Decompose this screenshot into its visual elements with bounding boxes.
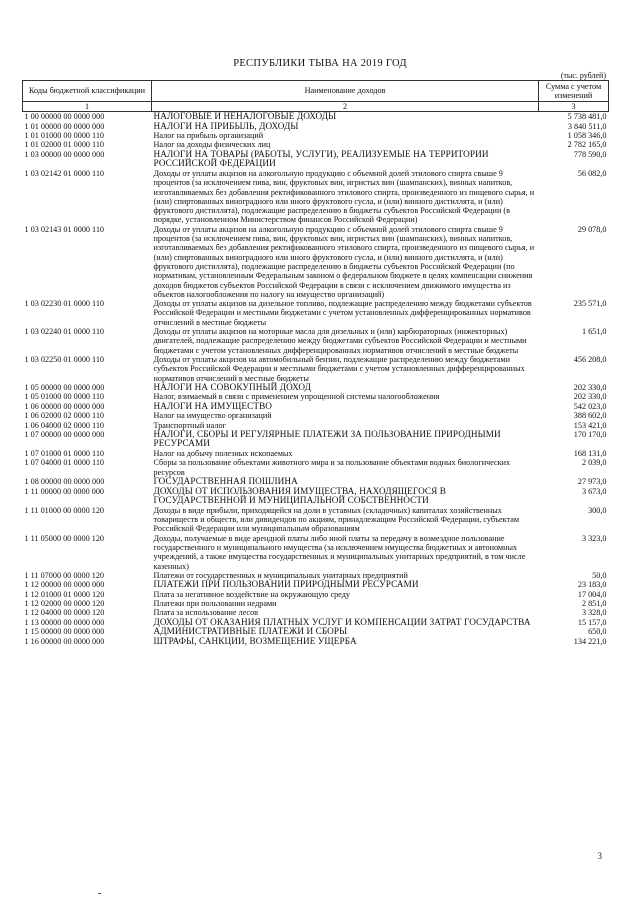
budget-code-cell: 1 05 01000 00 0000 110 [24,392,105,402]
table-header-row [23,81,609,102]
revenue-name-cell: НАЛОГИ НА ИМУЩЕСТВО [153,400,273,411]
table-row [23,112,609,122]
revenue-name-cell: Платежи от государственных и муниципальных унитарных предприятий [153,570,408,580]
table-row [23,392,609,401]
table-row [23,534,609,571]
budget-code-cell: 1 12 02000 00 0000 120 [24,599,105,608]
amount-cell: 1 058 346,0 [567,131,607,141]
table-row [23,449,609,458]
budget-code-cell: 1 03 02240 01 0000 110 [24,327,105,337]
table-row [23,599,609,608]
amount-cell: 2 782 165,0 [567,140,607,150]
amount-cell: 3 323,0 [581,533,607,543]
budget-code-cell: 1 03 02250 01 0000 110 [24,354,105,364]
amount-cell: 650,0 [588,627,607,637]
revenue-name-cell: НАЛОГИ НА СОВОКУПНЫЙ ДОХОД [153,381,312,392]
revenue-name-cell: Доходы от уплаты акцизов на автомобильный бензин, подлежащие распределению между бюджетами субъектов Российской Федерации и местными бюджетами с учетом установленных дифференцированных нормативов отчислений в местные бюджеты [153,354,525,383]
budget-code-cell: 1 03 02143 01 0000 110 [24,224,105,234]
budget-code-cell: 1 15 00000 00 0000 000 [24,627,105,637]
revenue-name-cell: Плата за использование лесов [153,608,259,618]
revenue-name-cell: АДМИНИСТРАТИВНЫЕ ПЛАТЕЖИ И СБОРЫ [153,626,348,637]
revenue-name-cell: ДОХОДЫ ОТ ИСПОЛЬЗОВАНИЯ ИМУЩЕСТВА, НАХОДЯЩЕГОСЯ В ГОСУДАРСТВЕННОЙ И МУНИЦИПАЛЬНОЙ СОБСТВЕННОСТИ [153,485,447,506]
budget-code-cell: 1 11 07000 00 0000 120 [24,570,105,580]
header-sum: Сумма с учетом изменений [539,81,609,102]
budget-code-cell: 1 03 02142 01 0000 110 [24,168,105,178]
table-body [23,112,609,647]
amount-cell: 17 004,0 [577,589,607,599]
table-row [23,590,609,599]
table-row [23,637,609,647]
amount-cell: 1 651,0 [581,327,607,337]
budget-code-cell: 1 11 05000 00 0000 120 [24,533,105,543]
amount-cell: 202 330,0 [573,392,607,402]
table-row [23,402,609,412]
budget-code-cell: 1 07 00000 00 0000 000 [24,429,105,439]
table-row [23,411,609,420]
revenue-name-cell: Налог на прибыль организаций [153,131,264,141]
budget-code-cell: 1 07 04000 01 0000 110 [24,458,105,468]
budget-code-cell: 1 08 00000 00 0000 000 [24,476,105,486]
amount-cell: 300,0 [588,505,607,515]
amount-cell: 29 078,0 [577,224,607,234]
amount-cell: 3 673,0 [581,486,607,496]
amount-cell: 456 208,0 [573,354,607,364]
revenue-name-cell: Транспортный налог [153,420,226,430]
budget-code-cell: 1 03 00000 00 0000 000 [24,149,105,159]
amount-cell: 2 851,0 [581,599,607,608]
table-row [23,580,609,590]
column-number: 2 [152,102,539,112]
table-row [23,150,609,169]
budget-code-cell: 1 12 04000 00 0000 120 [24,608,105,618]
revenue-name-cell: ПЛАТЕЖИ ПРИ ПОЛЬЗОВАНИИ ПРИРОДНЫМИ РЕСУРСАМИ [153,579,419,590]
revenue-name-cell: Плата за негативное воздействие на окружающую среду [153,589,350,599]
page-number: 3 [597,851,602,861]
revenue-name-cell: ГОСУДАРСТВЕННАЯ ПОШЛИНА [153,475,298,486]
header-code: Коды бюджетной классификации [23,81,152,102]
table-row [23,131,609,140]
column-number: 1 [23,102,152,112]
budget-code-cell: 1 07 01000 01 0000 110 [24,449,105,459]
revenue-name-cell: Платежи при пользовании недрами [153,599,277,608]
document-title: РЕСПУБЛИКИ ТЫВА НА 2019 ГОД [233,58,407,69]
table-row [23,506,609,534]
amount-cell: 170 170,0 [573,429,607,439]
units-note: (тыс. рублей) [560,71,606,80]
table-row [23,225,609,299]
budget-code-cell: 1 01 01000 00 0000 110 [24,131,105,141]
revenue-name-cell: Доходы, получаемые в виде арендной платы либо иной платы за передачу в возмездное пользование государственного и муниципального имущества (за исключением имущества бюджетных и автономных учреждений, а также имущества государственных и муниципальных унитарных предприятий, в том числе казенных) [153,533,526,571]
revenue-name-cell: Налог на добычу полезных ископаемых [153,449,293,459]
amount-cell: 5 738 481,0 [567,112,607,121]
revenue-table [22,80,609,646]
revenue-name-cell: Налог на доходы физических лиц [153,140,271,150]
revenue-name-cell: Сборы за пользование объектами животного мира и за пользование объектами водных биологических ресурсов [153,458,511,477]
revenue-name-cell: НАЛОГИ НА ТОВАРЫ (РАБОТЫ, УСЛУГИ), РЕАЛИЗУЕМЫЕ НА ТЕРРИТОРИИ РОССИЙСКОЙ ФЕДЕРАЦИИ [153,148,489,169]
amount-cell: 3 840 511,0 [567,121,607,131]
amount-cell: 3 328,0 [581,608,607,618]
budget-code-cell: 1 03 02230 01 0000 110 [24,299,105,309]
amount-cell: 15 157,0 [577,617,607,627]
budget-code-cell: 1 06 02000 02 0000 110 [24,411,105,421]
table-row [23,122,609,132]
scan-mark [98,893,101,894]
revenue-name-cell: Доходы от уплаты акцизов на дизельное топливо, подлежащие распределению между бюджетами субъектов Российской Федерации и местными бюджетами с учетом установленных дифференцированных нормативов отчислений в местные бюджеты [153,299,532,327]
column-number-row [23,102,609,112]
amount-cell: 235 571,0 [573,299,607,309]
budget-code-cell: 1 13 00000 00 0000 000 [24,617,105,627]
budget-code-cell: 1 00 00000 00 0000 000 [24,112,105,121]
amount-cell: 50,0 [592,570,607,580]
table-row [23,487,609,506]
revenue-name-cell: Доходы в виде прибыли, приходящейся на доли в уставных (складочных) капиталах хозяйственных товариществ и обществ, или дивидендов по акциям, принадлежащим Российской Федерации, субъектам Российской Федерации или муниципальным образованиям [153,505,520,534]
amount-cell: 27 973,0 [577,476,607,486]
table-row [23,355,609,383]
header-name: Наименование доходов [152,81,539,102]
budget-code-cell: 1 12 01000 01 0000 120 [24,589,105,599]
revenue-name-cell: ШТРАФЫ, САНКЦИИ, ВОЗМЕЩЕНИЕ УЩЕРБА [153,635,357,646]
amount-cell: 134 221,0 [573,636,607,646]
amount-cell: 153 421,0 [573,420,607,430]
revenue-name-cell: НАЛОГИ НА ПРИБЫЛЬ, ДОХОДЫ [153,120,299,131]
revenue-name-cell: Налог на имущество организаций [153,411,272,421]
revenue-name-cell: ДОХОДЫ ОТ ОКАЗАНИЯ ПЛАТНЫХ УСЛУГ И КОМПЕНСАЦИИ ЗАТРАТ ГОСУДАРСТВА [153,616,531,627]
table-row [23,458,609,477]
column-number: 3 [539,102,609,112]
table-row [23,169,609,225]
amount-cell: 202 330,0 [573,382,607,392]
amount-cell: 388 602,0 [573,411,607,421]
budget-code-cell: 1 12 00000 00 0000 000 [24,580,105,590]
table-row [23,383,609,393]
table-row [23,327,609,355]
budget-code-cell: 1 05 00000 00 0000 000 [24,382,105,392]
revenue-name-cell: НАЛОГИ, СБОРЫ И РЕГУЛЯРНЫЕ ПЛАТЕЖИ ЗА ПОЛЬЗОВАНИЕ ПРИРОДНЫМИ РЕСУРСАМИ [153,428,501,449]
table-row [23,430,609,449]
budget-code-cell: 1 01 02000 01 0000 110 [24,140,105,150]
budget-code-cell: 1 01 00000 00 0000 000 [24,121,105,131]
amount-cell: 2 039,0 [581,458,607,468]
amount-cell: 23 183,0 [577,580,607,590]
revenue-name-cell: Доходы от уплаты акцизов на моторные масла для дизельных и (или) карбюраторных (инжекторных) двигателей, подлежащие распределению между бюджетами субъектов Российской Федерации и местными бюджетами с учетом установленных дифференцированных нормативов отчислений в местные бюджеты [153,327,527,355]
amount-cell: 168 131,0 [573,449,607,459]
budget-code-cell: 1 06 04000 02 0000 110 [24,420,105,430]
budget-code-cell: 1 11 00000 00 0000 000 [24,486,105,496]
revenue-name-cell: НАЛОГОВЫЕ И НЕНАЛОГОВЫЕ ДОХОДЫ [153,111,337,121]
revenue-name-cell: Доходы от уплаты акцизов на алкогольную продукцию с объемной долей этилового спирта свыше 9 процентов (за исключением пива, вин, фруктовых вин, игристых вин (шампанских), винных напитков, изготавливаемых без добавления ректификованного этилового спирта, произведенного из пищевого сырья, и (или) спиртованных виноградного или иного фруктового сусла, и (или) винного дистиллята, и (или) фруктового дистиллята), подлежащие распределению в бюджеты субъектов Российской Федерации (в порядке, установленном Министерством финансов Российской Федерации) [153,168,535,225]
revenue-name-cell: Налог, взимаемый в связи с применением упрощенной системы налогообложения [153,392,440,402]
amount-cell: 56 082,0 [577,168,607,178]
table-row [23,299,609,327]
amount-cell: 778 590,0 [573,149,607,159]
budget-code-cell: 1 11 01000 00 0000 120 [24,505,105,515]
amount-cell: 542 023,0 [573,401,607,411]
budget-code-cell: 1 16 00000 00 0000 000 [24,636,105,646]
revenue-name-cell: Доходы от уплаты акцизов на алкогольную продукцию с объемной долей этилового спирта свыше 9 процентов (за исключением пива, вин, фруктовых вин, игристых вин (шампанских), винных напитков, изготавливаемых без добавления ректификованного этилового спирта, произведенного из пищевого сырья, и (или) спиртованных виноградного или иного фруктового сусла, и (или) винного дистиллята, и (или) фруктового дистиллята), подлежащие распределению в бюджеты субъектов Российской Федерации (по нормативам, установленным Федеральным законом о федеральном бюджете в целях компенсации снижения доходов бюджетов субъектов Российской Федерации в связи с исключением движимого имущества из объектов налогообложения по налогу на имущество организаций) [153,224,535,299]
budget-code-cell: 1 06 00000 00 0000 000 [24,401,105,411]
